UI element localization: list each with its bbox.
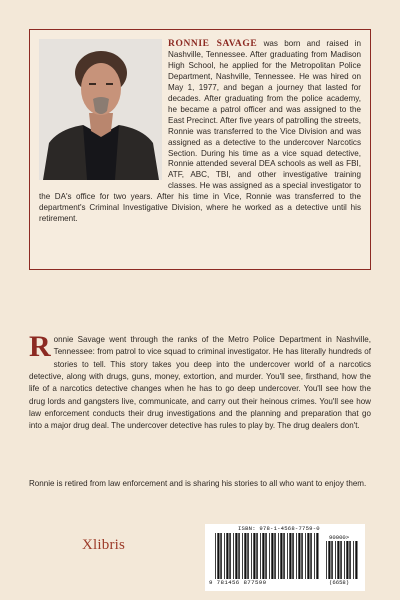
- author-bio-text: [39, 39, 361, 225]
- barcode-bar: [229, 533, 231, 579]
- barcode-bar: [340, 541, 342, 579]
- barcode-bar: [274, 533, 276, 579]
- barcode-bar: [287, 533, 288, 579]
- barcode-bar: [247, 533, 249, 579]
- barcode-bar: [328, 541, 330, 579]
- retired-statement: Ronnie is retired from law enforcement and is sharing his stories to all who want to enjoy them.: [29, 479, 367, 488]
- barcode-bar: [215, 533, 216, 579]
- barcode-bar: [307, 533, 309, 579]
- book-description: [29, 330, 371, 433]
- barcode-bar: [251, 533, 252, 579]
- author-bio-body: was born and raised in Nashville, Tennessee. After graduating from Madison High School, he applied for the Metropolitan Police Department, Nashville, Tennessee. He was hired on May 1, 1977, and began a journey that lasted for decades. After graduating from the police academy, he became a patrol officer and was assigned to the East Precinct. After five years of patrolling the streets, Ronnie was transferred to the Vice Division and was assigned as a detective to the undercover Narcotics Section. During his time as a vice squad detective, Ronnie attended several DEA schools as well as FBI, ATF, ABC, TBI, and other investigative training classes. He was assigned as a special investigator to the DA's office for two years. After his time in Vice, Ronnie was transferred to the department's Criminal Investigative Division, where he worked as a detective until his retirement.: [39, 39, 361, 224]
- barcode-bar: [346, 541, 348, 579]
- barcode-bar: [269, 533, 270, 579]
- barcode-bar: [238, 533, 240, 579]
- barcode-bar: [355, 541, 357, 579]
- author-name: RONNIE SAVAGE: [168, 39, 258, 49]
- publisher-logo: Xlibris: [82, 537, 126, 553]
- barcode-bar: [344, 541, 345, 579]
- barcode-bar: [289, 533, 291, 579]
- barcode-bar: [244, 533, 246, 579]
- barcode-bar: [337, 541, 339, 579]
- barcode-bar: [235, 533, 237, 579]
- barcode-bar: [292, 533, 294, 579]
- barcode-bar: [353, 541, 354, 579]
- barcode-bar: [316, 533, 318, 579]
- barcode-bar: [217, 533, 219, 579]
- barcode-bar: [233, 533, 234, 579]
- drop-cap: R: [29, 330, 51, 363]
- barcode-bar: [283, 533, 285, 579]
- description-body: onnie Savage went through the ranks of the Metro Police Department in Nashville, Tennessee: from patrol to vice squad to criminal investigator. He has literally hundreds of stories to tell. This story takes you deep into the undercover world of a narcotics detective, along with drugs, guns, money, extortion, and murder. You'll see, firsthand, how the life of a narcotics detective changes when he has to go deep undercover. You'll see how the drug lords and gangsters live, communicate, and carry out their heinous crimes. You'll see how law enforcement conducts their drug investigations and the planning and preparation that go into a major drug deal. The undercover detective has rules to play by. The drug dealers don't.: [29, 335, 371, 431]
- barcode-bar: [305, 533, 306, 579]
- barcode-bar: [224, 533, 225, 579]
- barcode-bar: [260, 533, 261, 579]
- barcode-bar: [265, 533, 267, 579]
- barcode-bar: [280, 533, 282, 579]
- barcode-bar: [226, 533, 228, 579]
- price-barcode: [326, 541, 358, 579]
- barcode-bar: [262, 533, 264, 579]
- barcode-bar: [242, 533, 243, 579]
- isbn-barcode: [215, 533, 321, 579]
- barcode-bar: [301, 533, 303, 579]
- barcode-digits: 9 781456 877590: [209, 579, 267, 586]
- isbn-label: ISBN: 978-1-4568-7759-0: [238, 525, 320, 532]
- barcode-bar: [253, 533, 255, 579]
- barcode-bar: [326, 541, 327, 579]
- barcode-bar: [271, 533, 273, 579]
- author-bio-box: [29, 29, 371, 270]
- barcode-code: (6658): [329, 579, 350, 586]
- barcode-bar: [335, 541, 336, 579]
- barcode-bar: [278, 533, 279, 579]
- barcode-bar: [314, 533, 315, 579]
- price-code: 90000>: [329, 534, 350, 541]
- barcode-bar: [220, 533, 222, 579]
- barcode-bar: [349, 541, 351, 579]
- barcode-bar: [331, 541, 333, 579]
- barcode-bar: [256, 533, 258, 579]
- barcode-bar: [298, 533, 300, 579]
- barcode-bar: [310, 533, 312, 579]
- barcode-bar: [296, 533, 297, 579]
- barcode-box: [205, 524, 365, 591]
